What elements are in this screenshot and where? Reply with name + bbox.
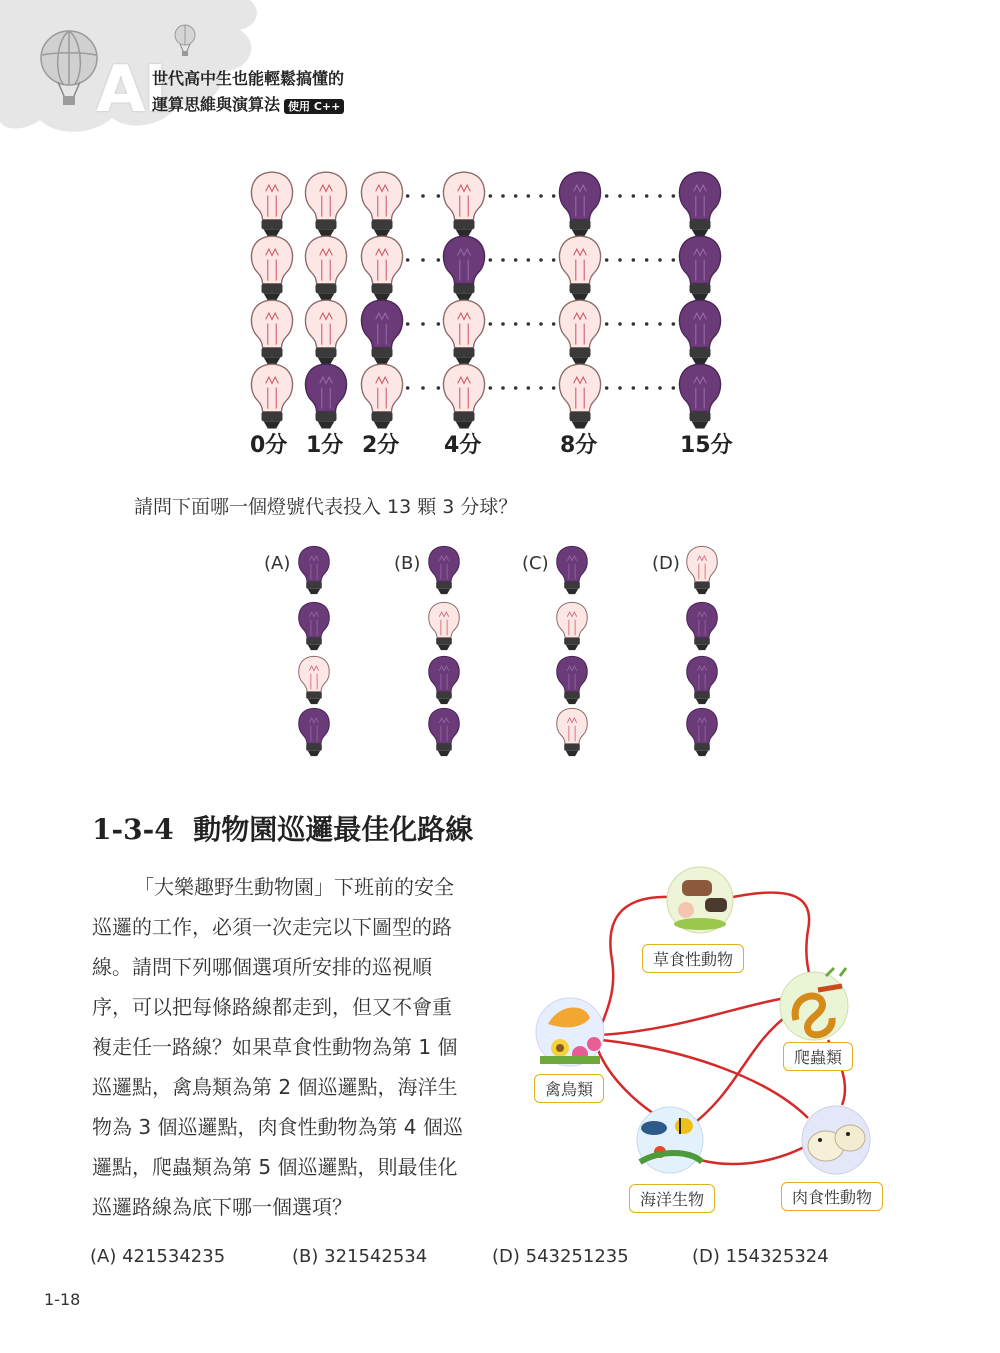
answer-c: (D) 543251235 [492, 1246, 629, 1267]
paragraph-line: 線。請問下列哪個選項所安排的巡視順 [92, 955, 432, 979]
bulb-on [299, 708, 330, 756]
zoo-route-graph [520, 860, 920, 1220]
answer-d: (D) 154325324 [692, 1246, 829, 1267]
marine-label: 海洋生物 [629, 1184, 715, 1213]
herbivore-label: 草食性動物 [642, 944, 744, 973]
edge-reptile-marine [688, 1012, 792, 1128]
option-label: (C) [522, 553, 549, 574]
bulb-on [557, 546, 588, 594]
bulb-off [557, 708, 588, 756]
option-label: (B) [394, 553, 421, 574]
bulb-on [429, 546, 460, 594]
score-label: 4分 [444, 433, 482, 458]
score-label: 15分 [680, 433, 733, 458]
language-tag: 使用 C++ [284, 99, 344, 114]
section-number: 1-3-4 [92, 813, 174, 846]
paragraph-line: 複走任一路線？如果草食性動物為第 1 個 [92, 1035, 458, 1059]
reptile-label: 爬蟲類 [783, 1042, 853, 1071]
bulb-on [429, 708, 460, 756]
answer-b: (B) 321542534 [292, 1246, 428, 1267]
carnivore-node [802, 1106, 870, 1174]
score-label: 1分 [306, 433, 344, 458]
score-label: 0分 [250, 433, 288, 458]
option-label: (A) [264, 553, 291, 574]
bulb-on [687, 708, 718, 756]
bird-node [536, 998, 604, 1066]
answer-a: (A) 421534235 [90, 1246, 226, 1267]
paragraph-line: 巡邏路線為底下哪一個選項？ [92, 1195, 352, 1219]
bulb-on [687, 656, 718, 704]
marine-node [637, 1107, 703, 1173]
bulb-off [299, 656, 330, 704]
bird-label: 禽鳥類 [534, 1074, 604, 1103]
edge-bird-marine [598, 1050, 656, 1115]
page-number: 1-18 [44, 1290, 81, 1309]
section-title: 動物園巡邏最佳化路線 [193, 813, 474, 846]
bulb-on [299, 602, 330, 650]
bulb-off [429, 602, 460, 650]
bulb-on [687, 602, 718, 650]
section-heading [92, 808, 473, 848]
ai-logo: AI [96, 53, 166, 127]
paragraph-line: 序，可以把每條路線都走到，但又不會重 [92, 995, 452, 1019]
paragraph-line: 「大樂趣野生動物園」下班前的安全 [134, 875, 454, 899]
bulb-on [429, 656, 460, 704]
paragraph-line: 邏點，爬蟲類為第 5 個巡邏點，則最佳化 [92, 1155, 458, 1179]
paragraph-line: 物為 3 個巡邏點，肉食性動物為第 4 個巡 [92, 1115, 463, 1139]
bulb-off [557, 602, 588, 650]
option-label: (D) [652, 553, 680, 574]
edge-marine-carnivore [700, 1145, 808, 1164]
edge-bird-reptile [600, 998, 786, 1035]
reptile-node [780, 968, 848, 1040]
score-label: 8分 [560, 433, 598, 458]
paragraph-line: 巡邏點，禽鳥類為第 2 個巡邏點，海洋生 [92, 1075, 458, 1099]
herbivore-node [667, 867, 733, 933]
score-label: 2分 [362, 433, 400, 458]
carnivore-label: 肉食性動物 [781, 1182, 883, 1211]
question-text: 請問下面哪一個燈號代表投入 13 顆 3 分球？ [134, 496, 518, 518]
book-title-line1: 世代高中生也能輕鬆搞懂的 [152, 69, 345, 88]
bulb-on [557, 656, 588, 704]
bulb-off [687, 546, 718, 594]
book-title-line2-text: 運算思維與演算法 [152, 95, 281, 114]
edge-bird-carnivore [602, 1040, 808, 1118]
bulb-on [299, 546, 330, 594]
paragraph-line: 巡邏的工作，必須一次走完以下圖型的路 [92, 915, 452, 939]
